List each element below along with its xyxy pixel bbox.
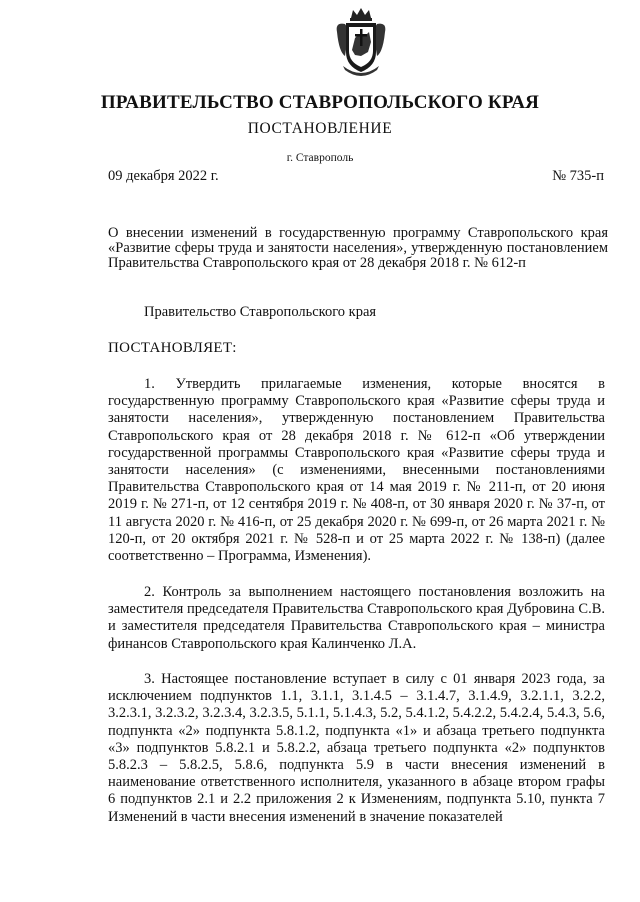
document-date: 09 декабря 2022 г.	[108, 168, 219, 184]
coat-of-arms-icon	[333, 8, 389, 78]
paragraph-3: 3. Настоящее постановление вступает в силу с 01 января 2023 года, за исключением подпунктов 1.1, 3.1.1, 3.1.4.5 – 3.1.4.7, 3.1.4.9, 3.2.1.1, 3.2.2, 3.2.3.1, 3.2.3.2, 3.2.3.4, 3.2.3.5, 5.1.1, 5.1.4.3, 5.2, 5.4.1.2, 5.4.2.2, 5.4.2.4, 5.4.3, 5.6, подпункта «2» подпункта 5.8.1.2, подпункта «1» и абзаца третьего подпункта «3» подпунктов 5.8.2.1 и 5.8.2.2, абзаца третьего подпункта «2» подпунктов 5.8.2.3 – 5.8.2.5, 5.8.6, подпункта 5.9 в части внесения изменений в наименование ответственного исполнителя, указанного в абзаце втором графы 6 подпунктов 2.1 и 2.2 приложения 2 к Изменениям, подпункта 5.10, пункта 7 Изменений в части внесения изменений в значение показателей	[108, 671, 605, 825]
paragraph-1: 1. Утвердить прилагаемые изменения, которые вносятся в государственную программу Ставропольского края «Развитие сферы труда и занятости населения», утвержденную постановлением Правительства Ставропольского края от 28 декабря 2018 г. № 612-п «Об утверждении государственной программы Ставропольского края «Развитие сферы труда и занятости населения» (с изменениями, внесенными постановлениями Правительства Ставропольского края от 14 мая 2019 г. № 211-п, от 20 июня 2019 г. № 271-п, от 12 сентября 2019 г. № 408-п, от 30 января 2020 г. № 37-п, от 11 августа 2020 г. № 416-п, от 25 декабря 2020 г. № 699-п, от 26 марта 2021 г. № 120-п, от 20 октября 2021 г. № 528-п и от 25 марта 2022 г. № 138-п) (далее соответственно – Программа, Изменения).	[108, 376, 605, 565]
document-type: ПОСТАНОВЛЕНИЕ	[247, 120, 393, 137]
government-title: ПРАВИТЕЛЬСТВО СТАВРОПОЛЬСКОГО КРАЯ	[100, 92, 540, 113]
decrees-heading: ПОСТАНОВЛЯЕТ:	[108, 340, 237, 356]
city-label: г. Ставрополь	[286, 152, 354, 164]
issuer-line: Правительство Ставропольского края	[144, 304, 377, 320]
paragraph-2: 2. Контроль за выполнением настоящего постановления возложить на заместителя председателя Правительства Ставропольского края Дубровина С.В. и заместителя председателя Правительства Ставропольского края – министра финансов Ставропольского края Калинченко Л.А.	[108, 584, 605, 652]
document-subject: О внесении изменений в государственную программу Ставропольского края «Развитие сферы труда и занятости населения», утвержденную постановлением Правительства Ставропольского края от 28 декабря 2018 г. № 612-п	[108, 225, 608, 271]
document-number: № 735-п	[552, 168, 604, 184]
